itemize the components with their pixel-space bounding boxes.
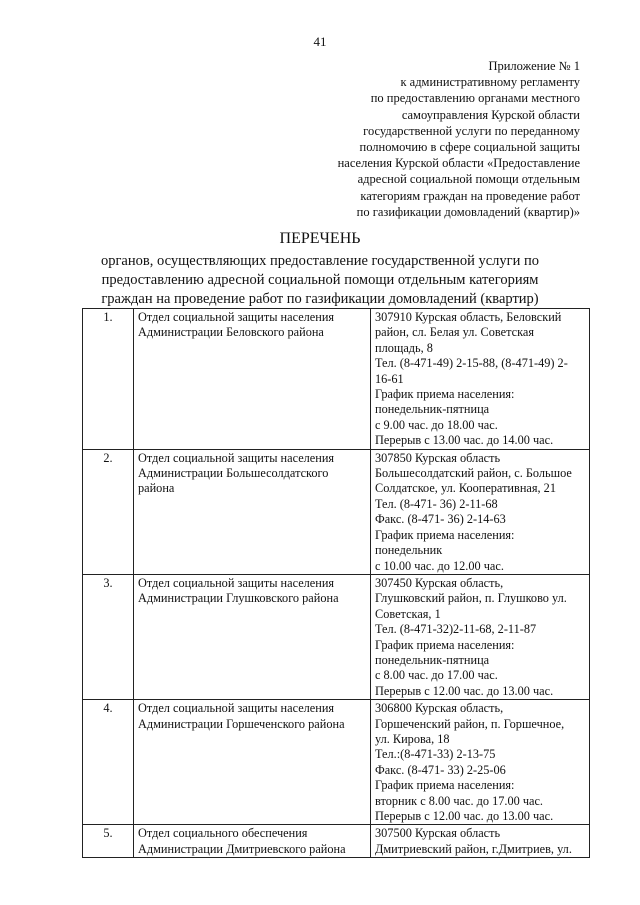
office-contacts-line: Дмитриевский район, г.Дмитриев, ул.: [375, 841, 572, 856]
offices-table: [82, 308, 590, 858]
subtitle-line: предоставлению адресной социальной помощи отдельным категориям: [101, 272, 539, 288]
row-number: 3.: [83, 574, 134, 699]
office-name-line: Отдел социального обеспечения: [138, 826, 308, 841]
office-contacts-line: Тел. (8-471-32)2-11-68, 2-11-87: [375, 622, 537, 637]
office-name: [134, 309, 371, 450]
appendix-header: [250, 58, 580, 220]
office-contacts-line: Тел.:(8-471-33) 2-13-75: [375, 747, 496, 762]
table-row: [83, 574, 590, 699]
office-contacts-line: район, сл. Белая ул. Советская: [375, 325, 534, 340]
office-contacts: [371, 449, 590, 574]
office-contacts-line: Тел. (8-471-49) 2-15-88, (8-471-49) 2-: [375, 356, 568, 371]
office-contacts: [371, 825, 590, 858]
appendix-line: по предоставлению органами местного: [370, 91, 580, 106]
row-number: 4.: [83, 700, 134, 825]
office-contacts-line: 307910 Курская область, Беловский: [375, 310, 562, 324]
row-number: 5.: [83, 825, 134, 858]
office-contacts-line: Глушковский район, п. Глушково ул.: [375, 591, 567, 606]
office-name-line: Администрации Большесолдатского: [138, 466, 329, 481]
office-contacts-line: Факс. (8-471- 36) 2-14-63: [375, 512, 506, 527]
page-number: 41: [313, 34, 327, 49]
office-contacts: [371, 309, 590, 450]
table-row: [83, 309, 590, 450]
appendix-line: Приложение № 1: [488, 59, 580, 73]
office-contacts: [371, 700, 590, 825]
office-name: [134, 449, 371, 574]
document-title: ПЕРЕЧЕНЬ: [279, 230, 361, 247]
office-contacts-line: площадь, 8: [375, 340, 433, 355]
office-name-line: Отдел социальной защиты населения: [138, 701, 335, 716]
office-contacts-line: с 8.00 час. до 17.00 час.: [375, 668, 498, 683]
office-name: [134, 574, 371, 699]
office-name-line: района: [138, 481, 175, 496]
office-contacts-line: понедельник-пятница: [375, 402, 490, 417]
office-name: [134, 700, 371, 825]
office-contacts-line: 307850 Курская область: [375, 450, 501, 465]
office-contacts: [371, 574, 590, 699]
office-contacts-line: вторник с 8.00 час. до 17.00 час.: [375, 793, 543, 808]
office-contacts-line: ул. Кирова, 18: [375, 731, 450, 746]
office-name-line: Отдел социальной защиты населения: [138, 450, 335, 465]
office-contacts-line: Советская, 1: [375, 606, 441, 621]
office-contacts-line: понедельник-пятница: [375, 652, 490, 667]
office-contacts-line: с 10.00 час. до 12.00 час.: [375, 558, 504, 573]
office-name-line: Администрации Дмитриевского района: [138, 841, 346, 856]
office-contacts-line: Большесолдатский район, с. Большое: [375, 466, 572, 481]
office-contacts-line: Горшеченский район, п. Горшечное,: [375, 716, 565, 731]
appendix-line: населения Курской области «Предоставление: [337, 156, 580, 171]
office-name-line: Администрации Глушковского района: [138, 591, 339, 606]
office-name-line: Администрации Беловского района: [138, 325, 324, 340]
office-contacts-line: Перерыв с 12.00 час. до 13.00 час.: [375, 683, 554, 698]
office-contacts-line: с 9.00 час. до 18.00 час.: [375, 417, 498, 432]
office-name-line: Отдел социальной защиты населения: [138, 575, 335, 590]
office-contacts-line: 16-61: [375, 371, 404, 386]
office-contacts-line: Тел. (8-471- 36) 2-11-68: [375, 496, 498, 511]
document-subtitle: [0, 252, 640, 309]
appendix-line: полномочию в сфере социальной защиты: [359, 140, 580, 155]
subtitle-line: граждан на проведение работ по газификации домовладений (квартир): [101, 291, 539, 307]
office-contacts-line: График приема населения:: [375, 387, 515, 402]
appendix-line: государственной услуги по переданному: [363, 123, 580, 138]
table-row: [83, 449, 590, 574]
appendix-line: категориям граждан на проведение работ: [360, 188, 580, 203]
office-contacts-line: График приема населения:: [375, 778, 515, 793]
row-number: 2.: [83, 449, 134, 574]
row-number: 1.: [83, 309, 134, 450]
office-contacts-line: График приема населения:: [375, 527, 515, 542]
office-contacts-line: 307500 Курская область: [375, 826, 501, 841]
office-name-line: Администрации Горшеченского района: [138, 716, 345, 731]
office-contacts-line: График приема населения:: [375, 637, 515, 652]
office-contacts-line: Перерыв с 13.00 час. до 14.00 час.: [375, 433, 554, 448]
appendix-line: самоуправления Курской области: [401, 107, 580, 122]
table-row: [83, 700, 590, 825]
subtitle-line: органов, осуществляющих предоставление государственной услуги по: [100, 253, 540, 269]
appendix-line: к административному регламенту: [400, 75, 580, 90]
office-contacts-line: понедельник: [375, 543, 443, 558]
office-contacts-line: Солдатское, ул. Кооперативная, 21: [375, 481, 556, 496]
office-contacts-line: 307450 Курская область,: [375, 575, 504, 590]
table-row: [83, 825, 590, 858]
appendix-line: адресной социальной помощи отдельным: [357, 172, 580, 187]
office-name-line: Отдел социальной защиты населения: [138, 310, 335, 324]
office-contacts-line: 306800 Курская область,: [375, 701, 504, 716]
office-name: [134, 825, 371, 858]
office-contacts-line: Факс. (8-471- 33) 2-25-06: [375, 762, 506, 777]
office-contacts-line: Перерыв с 12.00 час. до 13.00 час.: [375, 809, 554, 823]
appendix-line: по газификации домовладений (квартир)»: [356, 204, 580, 219]
offices-table-body: [83, 309, 590, 858]
